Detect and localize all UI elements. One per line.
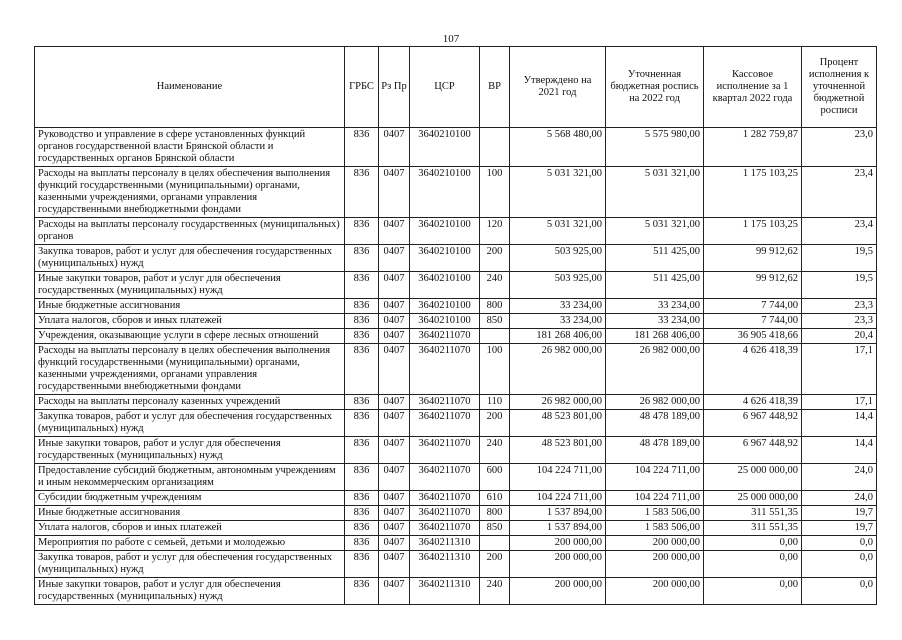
- cell-csr: 3640211070: [410, 410, 480, 437]
- cell-rzpr: 0407: [379, 128, 410, 167]
- cell-rzpr: 0407: [379, 536, 410, 551]
- cell-vr: 100: [480, 167, 510, 218]
- cell-grbs: 836: [345, 437, 379, 464]
- cell-rzpr: 0407: [379, 578, 410, 605]
- cell-refined: 200 000,00: [606, 578, 704, 605]
- cell-grbs: 836: [345, 410, 379, 437]
- table-row: [35, 299, 877, 314]
- cell-cash: 6 967 448,92: [704, 410, 802, 437]
- cell-grbs: 836: [345, 218, 379, 245]
- cell-csr: 3640211070: [410, 395, 480, 410]
- cell-rzpr: 0407: [379, 167, 410, 218]
- cell-name: Иные бюджетные ассигнования: [35, 506, 345, 521]
- cell-percent: 23,3: [802, 314, 877, 329]
- cell-refined: 1 583 506,00: [606, 506, 704, 521]
- table-row: [35, 167, 877, 218]
- cell-rzpr: 0407: [379, 218, 410, 245]
- cell-percent: 14,4: [802, 410, 877, 437]
- cell-csr: 3640211070: [410, 464, 480, 491]
- cell-rzpr: 0407: [379, 506, 410, 521]
- cell-cash: 4 626 418,39: [704, 395, 802, 410]
- table-row: [35, 536, 877, 551]
- cell-csr: 3640211070: [410, 491, 480, 506]
- cell-approved: 48 523 801,00: [510, 410, 606, 437]
- cell-percent: 19,5: [802, 245, 877, 272]
- cell-name: Закупка товаров, работ и услуг для обеспечения государственных (муниципальных) нужд: [35, 245, 345, 272]
- cell-percent: 0,0: [802, 536, 877, 551]
- cell-approved: 5 568 480,00: [510, 128, 606, 167]
- cell-cash: 25 000 000,00: [704, 464, 802, 491]
- cell-percent: 0,0: [802, 578, 877, 605]
- cell-rzpr: 0407: [379, 491, 410, 506]
- cell-cash: 1 282 759,87: [704, 128, 802, 167]
- cell-rzpr: 0407: [379, 299, 410, 314]
- cell-grbs: 836: [345, 506, 379, 521]
- cell-refined: 48 478 189,00: [606, 437, 704, 464]
- cell-cash: 1 175 103,25: [704, 167, 802, 218]
- cell-vr: 110: [480, 395, 510, 410]
- cell-percent: 17,1: [802, 395, 877, 410]
- cell-name: Расходы на выплаты персоналу в целях обеспечения выполнения функций государственными (муниципальными) органами, казенными учреждениями, органами управления государственными внебюджетными фондами: [35, 344, 345, 395]
- cell-vr: 100: [480, 344, 510, 395]
- cell-grbs: 836: [345, 314, 379, 329]
- cell-name: Уплата налогов, сборов и иных платежей: [35, 314, 345, 329]
- cell-csr: 3640211070: [410, 344, 480, 395]
- cell-vr: [480, 329, 510, 344]
- cell-grbs: 836: [345, 536, 379, 551]
- cell-vr: 600: [480, 464, 510, 491]
- cell-csr: 3640211070: [410, 506, 480, 521]
- cell-grbs: 836: [345, 272, 379, 299]
- header-name: Наименование: [35, 47, 345, 128]
- cell-approved: 26 982 000,00: [510, 344, 606, 395]
- header-vr: ВР: [480, 47, 510, 128]
- cell-approved: 200 000,00: [510, 578, 606, 605]
- cell-cash: 36 905 418,66: [704, 329, 802, 344]
- cell-percent: 24,0: [802, 464, 877, 491]
- cell-cash: 311 551,35: [704, 506, 802, 521]
- cell-cash: 4 626 418,39: [704, 344, 802, 395]
- cell-approved: 5 031 321,00: [510, 218, 606, 245]
- cell-vr: 850: [480, 521, 510, 536]
- cell-cash: 0,00: [704, 551, 802, 578]
- cell-rzpr: 0407: [379, 245, 410, 272]
- table-row: [35, 551, 877, 578]
- cell-refined: 5 031 321,00: [606, 167, 704, 218]
- cell-cash: 7 744,00: [704, 299, 802, 314]
- cell-vr: 800: [480, 299, 510, 314]
- cell-percent: 23,3: [802, 299, 877, 314]
- cell-grbs: 836: [345, 245, 379, 272]
- cell-vr: 200: [480, 410, 510, 437]
- cell-cash: 25 000 000,00: [704, 491, 802, 506]
- cell-name: Расходы на выплаты персоналу казенных учреждений: [35, 395, 345, 410]
- table-row: [35, 506, 877, 521]
- cell-percent: 19,7: [802, 506, 877, 521]
- cell-cash: 6 967 448,92: [704, 437, 802, 464]
- cell-percent: 23,4: [802, 218, 877, 245]
- cell-refined: 26 982 000,00: [606, 344, 704, 395]
- cell-refined: 181 268 406,00: [606, 329, 704, 344]
- cell-approved: 503 925,00: [510, 245, 606, 272]
- cell-csr: 3640210100: [410, 218, 480, 245]
- cell-percent: 17,1: [802, 344, 877, 395]
- cell-vr: 800: [480, 506, 510, 521]
- cell-approved: 104 224 711,00: [510, 464, 606, 491]
- cell-grbs: 836: [345, 578, 379, 605]
- cell-name: Учреждения, оказывающие услуги в сфере лесных отношений: [35, 329, 345, 344]
- cell-approved: 5 031 321,00: [510, 167, 606, 218]
- table-row: [35, 491, 877, 506]
- cell-percent: 24,0: [802, 491, 877, 506]
- cell-refined: 200 000,00: [606, 536, 704, 551]
- header-cash: Кассовое исполнение за 1 квартал 2022 года: [704, 47, 802, 128]
- cell-refined: 5 031 321,00: [606, 218, 704, 245]
- cell-percent: 20,4: [802, 329, 877, 344]
- cell-grbs: 836: [345, 464, 379, 491]
- header-grbs: ГРБС: [345, 47, 379, 128]
- cell-cash: 0,00: [704, 578, 802, 605]
- cell-rzpr: 0407: [379, 521, 410, 536]
- cell-csr: 3640211310: [410, 551, 480, 578]
- cell-csr: 3640210100: [410, 245, 480, 272]
- cell-approved: 503 925,00: [510, 272, 606, 299]
- budget-table: [34, 46, 877, 605]
- cell-vr: 610: [480, 491, 510, 506]
- cell-percent: 19,5: [802, 272, 877, 299]
- cell-rzpr: 0407: [379, 314, 410, 329]
- header-approved: Утверждено на 2021 год: [510, 47, 606, 128]
- cell-csr: 3640210100: [410, 128, 480, 167]
- cell-vr: [480, 128, 510, 167]
- header-refined: Уточненная бюджетная роспись на 2022 год: [606, 47, 704, 128]
- table-row: [35, 437, 877, 464]
- cell-name: Закупка товаров, работ и услуг для обеспечения государственных (муниципальных) нужд: [35, 410, 345, 437]
- cell-vr: 240: [480, 437, 510, 464]
- cell-refined: 511 425,00: [606, 272, 704, 299]
- table-row: [35, 578, 877, 605]
- cell-vr: 850: [480, 314, 510, 329]
- cell-approved: 26 982 000,00: [510, 395, 606, 410]
- cell-grbs: 836: [345, 329, 379, 344]
- table-row: [35, 128, 877, 167]
- cell-vr: 120: [480, 218, 510, 245]
- cell-rzpr: 0407: [379, 344, 410, 395]
- cell-rzpr: 0407: [379, 551, 410, 578]
- page-number: 107: [442, 33, 460, 45]
- cell-approved: 200 000,00: [510, 536, 606, 551]
- cell-name: Расходы на выплаты персоналу в целях обеспечения выполнения функций государственными (муниципальными) органами, казенными учреждениями, органами управления государственными внебюджетными фондами: [35, 167, 345, 218]
- cell-cash: 1 175 103,25: [704, 218, 802, 245]
- cell-csr: 3640210100: [410, 314, 480, 329]
- header-percent: Процент исполнения к уточненной бюджетной росписи: [802, 47, 877, 128]
- cell-percent: 23,4: [802, 167, 877, 218]
- table-row: [35, 218, 877, 245]
- cell-name: Иные закупки товаров, работ и услуг для обеспечения государственных (муниципальных) нужд: [35, 578, 345, 605]
- cell-grbs: 836: [345, 521, 379, 536]
- cell-grbs: 836: [345, 344, 379, 395]
- cell-rzpr: 0407: [379, 329, 410, 344]
- cell-name: Иные закупки товаров, работ и услуг для обеспечения государственных (муниципальных) нужд: [35, 437, 345, 464]
- cell-cash: 99 912,62: [704, 245, 802, 272]
- cell-rzpr: 0407: [379, 395, 410, 410]
- cell-name: Иные бюджетные ассигнования: [35, 299, 345, 314]
- table-row: [35, 272, 877, 299]
- cell-approved: 1 537 894,00: [510, 521, 606, 536]
- cell-refined: 26 982 000,00: [606, 395, 704, 410]
- cell-refined: 200 000,00: [606, 551, 704, 578]
- cell-csr: 3640211310: [410, 536, 480, 551]
- table-row: [35, 329, 877, 344]
- cell-csr: 3640211070: [410, 329, 480, 344]
- cell-csr: 3640210100: [410, 167, 480, 218]
- cell-name: Уплата налогов, сборов и иных платежей: [35, 521, 345, 536]
- cell-csr: 3640210100: [410, 299, 480, 314]
- cell-refined: 5 575 980,00: [606, 128, 704, 167]
- cell-grbs: 836: [345, 299, 379, 314]
- table-row: [35, 464, 877, 491]
- cell-grbs: 836: [345, 551, 379, 578]
- cell-vr: [480, 536, 510, 551]
- cell-refined: 1 583 506,00: [606, 521, 704, 536]
- cell-vr: 200: [480, 245, 510, 272]
- cell-rzpr: 0407: [379, 272, 410, 299]
- cell-refined: 511 425,00: [606, 245, 704, 272]
- cell-vr: 240: [480, 272, 510, 299]
- cell-csr: 3640211070: [410, 521, 480, 536]
- cell-percent: 0,0: [802, 551, 877, 578]
- cell-approved: 33 234,00: [510, 314, 606, 329]
- cell-name: Закупка товаров, работ и услуг для обеспечения государственных (муниципальных) нужд: [35, 551, 345, 578]
- cell-name: Расходы на выплаты персоналу государственных (муниципальных) органов: [35, 218, 345, 245]
- table-row: [35, 395, 877, 410]
- cell-refined: 33 234,00: [606, 314, 704, 329]
- cell-refined: 104 224 711,00: [606, 491, 704, 506]
- cell-cash: 311 551,35: [704, 521, 802, 536]
- cell-approved: 200 000,00: [510, 551, 606, 578]
- table-body: [35, 128, 877, 605]
- cell-grbs: 836: [345, 491, 379, 506]
- header-row: [35, 47, 877, 128]
- cell-csr: 3640211070: [410, 437, 480, 464]
- cell-name: Руководство и управление в сфере установленных функций органов государственной власти Брянской области и государственных органов Брянской области: [35, 128, 345, 167]
- cell-rzpr: 0407: [379, 410, 410, 437]
- cell-percent: 14,4: [802, 437, 877, 464]
- table-row: [35, 245, 877, 272]
- table-row: [35, 314, 877, 329]
- cell-cash: 7 744,00: [704, 314, 802, 329]
- cell-cash: 99 912,62: [704, 272, 802, 299]
- cell-name: Иные закупки товаров, работ и услуг для обеспечения государственных (муниципальных) нужд: [35, 272, 345, 299]
- cell-grbs: 836: [345, 395, 379, 410]
- cell-cash: 0,00: [704, 536, 802, 551]
- cell-percent: 23,0: [802, 128, 877, 167]
- cell-approved: 33 234,00: [510, 299, 606, 314]
- table-row: [35, 521, 877, 536]
- cell-percent: 19,7: [802, 521, 877, 536]
- cell-approved: 104 224 711,00: [510, 491, 606, 506]
- cell-name: Субсидии бюджетным учреждениям: [35, 491, 345, 506]
- cell-vr: 240: [480, 578, 510, 605]
- cell-refined: 33 234,00: [606, 299, 704, 314]
- table-row: [35, 344, 877, 395]
- cell-refined: 48 478 189,00: [606, 410, 704, 437]
- table-row: [35, 410, 877, 437]
- cell-name: Мероприятия по работе с семьей, детьми и молодежью: [35, 536, 345, 551]
- cell-name: Предоставление субсидий бюджетным, автономным учреждениям и иным некоммерческим организациям: [35, 464, 345, 491]
- cell-grbs: 836: [345, 167, 379, 218]
- cell-grbs: 836: [345, 128, 379, 167]
- cell-rzpr: 0407: [379, 464, 410, 491]
- cell-vr: 200: [480, 551, 510, 578]
- cell-csr: 3640210100: [410, 272, 480, 299]
- cell-approved: 181 268 406,00: [510, 329, 606, 344]
- cell-approved: 48 523 801,00: [510, 437, 606, 464]
- cell-approved: 1 537 894,00: [510, 506, 606, 521]
- cell-csr: 3640211310: [410, 578, 480, 605]
- header-rzpr: Рз Пр: [379, 47, 410, 128]
- header-csr: ЦСР: [410, 47, 480, 128]
- cell-refined: 104 224 711,00: [606, 464, 704, 491]
- cell-rzpr: 0407: [379, 437, 410, 464]
